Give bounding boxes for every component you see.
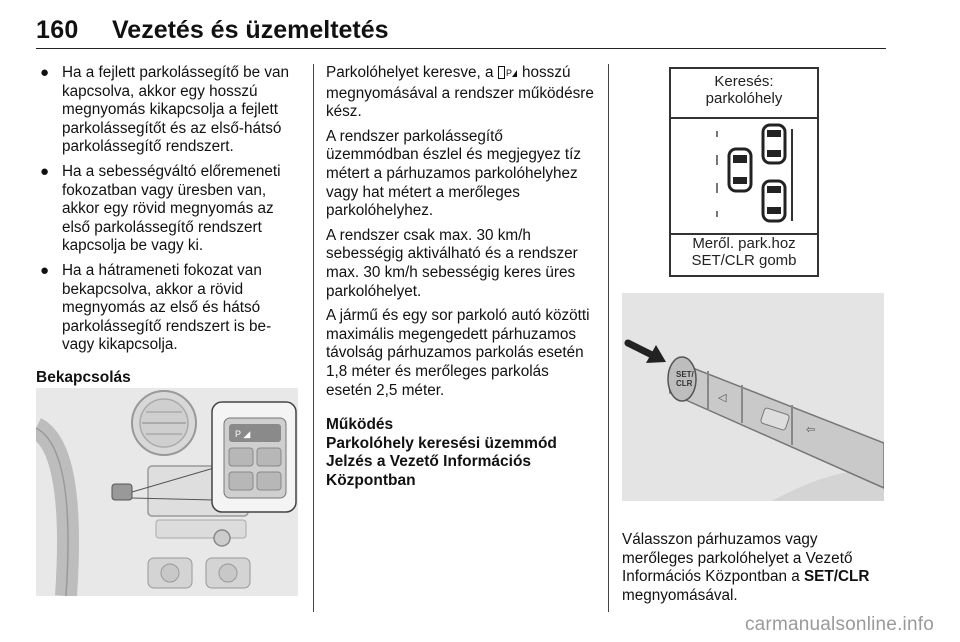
svg-text:P: P — [505, 68, 512, 78]
bullet-list — [36, 64, 301, 355]
column-left — [36, 64, 301, 388]
subheading-group — [326, 416, 596, 490]
paragraph-detection: A rendszer parkolássegítő üzemmódban észlel és megjegyez tíz métert a párhuzamos parkolóhelyhez vagy hat métert a merőleges parkolóhelyhez. — [326, 127, 582, 220]
parking-space-graphic — [671, 121, 817, 231]
page-number: 160 — [36, 16, 79, 44]
column-middle — [326, 64, 596, 490]
subheading-line: Jelzés a Vezető Információs — [326, 453, 532, 471]
dashboard-illustration — [36, 388, 298, 596]
dic-display-illustration — [651, 67, 839, 277]
dic-title: Keresés: parkolóhely — [705, 73, 783, 107]
paragraph-speed-limit: A rendszer csak max. 30 km/h sebességig aktiválható és a rendszer max. 30 km/h sebességig keres üres parkolóhelyet. — [326, 226, 578, 300]
svg-text:P ◢: P ◢ — [235, 429, 251, 439]
subheading-line: Parkolóhely keresési üzemmód — [326, 434, 557, 452]
dic-panel — [669, 67, 819, 277]
svg-text:⇦: ⇦ — [806, 423, 816, 436]
lever-illustration — [622, 293, 884, 501]
park-assist-icon — [498, 66, 518, 85]
paragraph-distance: A jármű és egy sor parkoló autó közötti maximális megengedett párhuzamos távolság párhuzamos parkolás esetén 1,8 méter és merőleges parkolás esetén 2,5 méter. — [326, 307, 590, 399]
list-item: ● Ha a sebességváltó előremeneti fokozatban vagy üresben van, akkor egy rövid megnyomás az első parkolássegítő rendszert kapcsolja be vagy ki. — [40, 162, 281, 255]
dic-footer: Meről. park.hoz SET/CLR gomb — [691, 235, 797, 269]
list-item: ● Ha a fejlett parkolássegítő be van kapcsolva, akkor egy hosszú megnyomás kikapcsolja a fejlett parkolássegítőt és az első-hátsó parkolássegítő rendszert. — [40, 64, 290, 156]
subheading-line: Működés — [326, 416, 394, 434]
subheading-line: Központban — [326, 471, 416, 489]
car-icon — [763, 181, 785, 221]
section-title: Vezetés és üzemeltetés — [112, 16, 389, 44]
list-item: ● Ha a hátrameneti fokozat van bekapcsolva, akkor a rövid megnyomás az első és hátsó parkolássegítő rendszert is be- vagy kikapcsolja. — [40, 261, 272, 354]
svg-text:◁: ◁ — [718, 391, 727, 404]
subheading-bekapcsolas: Bekapcsolás — [36, 368, 131, 386]
column-divider — [313, 64, 314, 612]
lever-caption: Válasszon párhuzamos vagy merőleges parkolóhelyet a Vezető Információs Központban a SET/CLR megnyomásával. — [622, 531, 870, 605]
column-divider — [608, 64, 609, 612]
page-header — [36, 10, 886, 49]
lever-label: CLR — [676, 379, 693, 388]
paragraph-parking-search: Parkolóhelyet keresve, a P hosszú megnyomásával a rendszer működésre kész. — [326, 64, 594, 121]
car-icon — [729, 149, 751, 191]
car-icon — [763, 125, 785, 163]
lever-label: SET/ — [676, 370, 694, 379]
watermark: carmanualsonline.info — [744, 614, 934, 635]
